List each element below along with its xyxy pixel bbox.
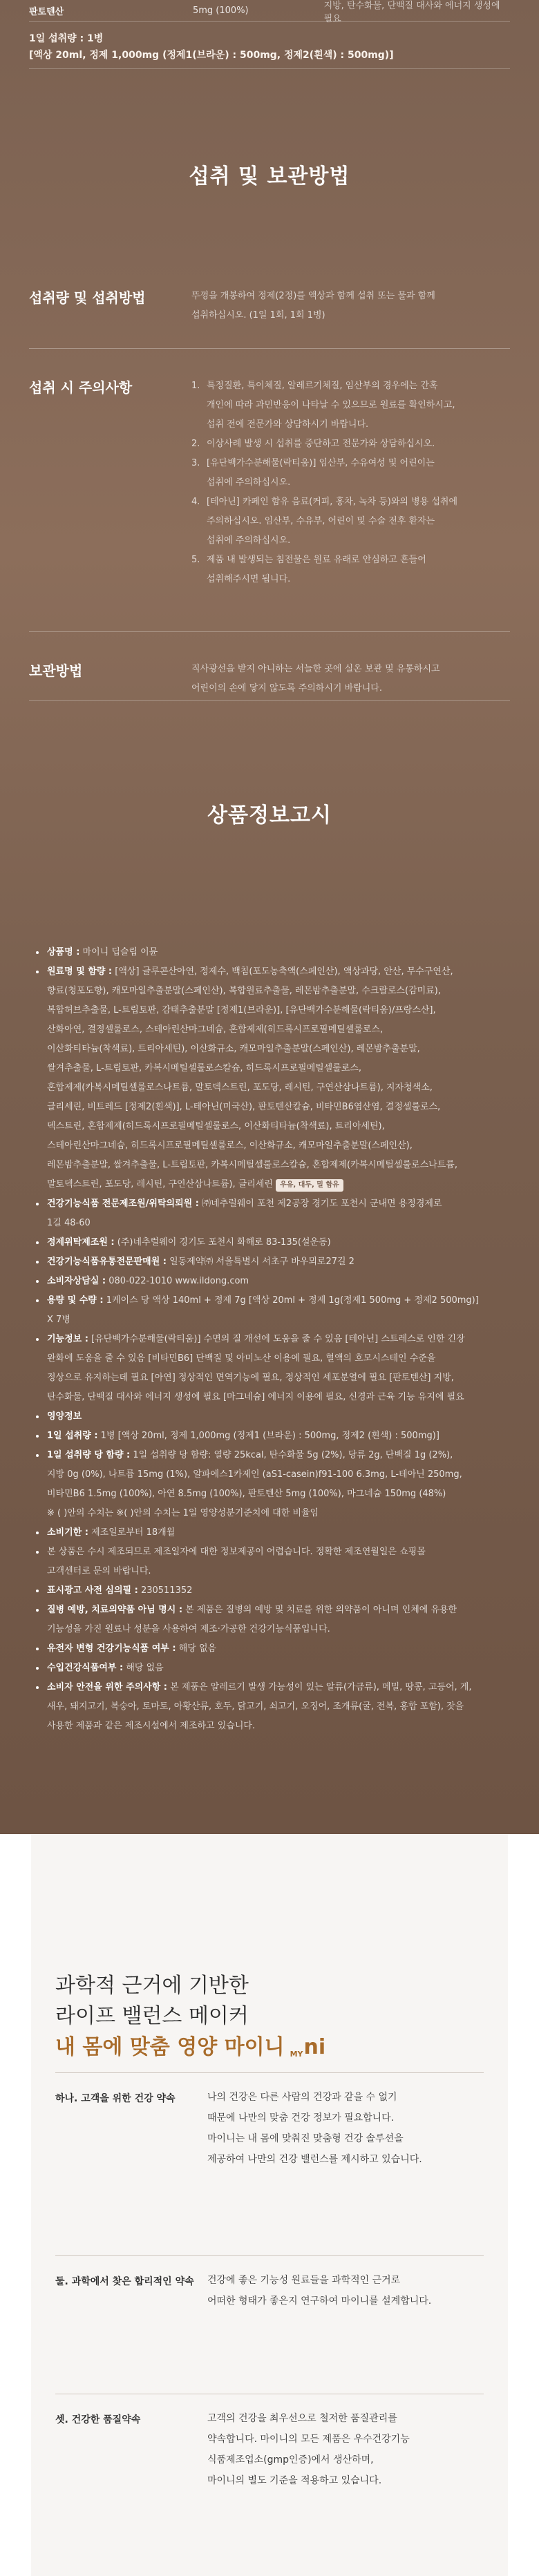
notice-line <box>47 1465 503 1485</box>
notice-value: 본 제품은 알레르기 발생 가능성이 있는 알류(가금류), 메밀, 땅콩, 고등어, 게, <box>170 1682 472 1692</box>
promise-title: 둘. 과학에서 찾은 합리적인 약속 <box>55 2276 194 2287</box>
notice-line <box>47 943 503 962</box>
nutrient-desc: 지방, 탄수화물, 단백질 대사와 에너지 생성에 필요 <box>323 0 500 24</box>
notice-value: 1길 48-60 <box>47 1218 91 1228</box>
notice-key: 영양정보 <box>47 1411 82 1422</box>
promise-title: 하나. 고객을 위한 건강 약속 <box>55 2093 176 2104</box>
intake-method-label: 섭취량 및 섭취방법 <box>29 289 146 306</box>
notice-value: [액상] 글루콘산아연, 정제수, 백침(포도농축액(스페인산), 액상과당, 안산, 무수구연산, <box>115 966 453 977</box>
nutrition-table-tail <box>29 0 510 69</box>
notice-line <box>47 1485 503 1504</box>
notice-value: 일동제약㈜ 서울특별시 서초구 바우뫼로27길 2 <box>169 1257 354 1267</box>
notice-line <box>47 1717 503 1736</box>
product-notice-list <box>29 943 510 1736</box>
text-line: 제공하여 나만의 건강 밸런스를 제시하고 있습니다. <box>207 2154 422 2165</box>
notice-line <box>47 1678 503 1697</box>
text-line: 제품 내 발생되는 침전물은 원료 유래로 안심하고 흔들어 <box>207 555 426 565</box>
notice-key: 유전자 변형 건강기능식품 여부 : <box>47 1643 176 1654</box>
notice-value: X 7병 <box>47 1315 70 1325</box>
notice-value: 1병 [액상 20ml, 정제 1,000mg (정제1 (브라운) : 500mg, 정제2 (흰색) : 500mg)] <box>100 1431 439 1441</box>
caution-list <box>191 376 510 631</box>
notice-item <box>36 1252 503 1272</box>
caution-number: 2. <box>191 439 200 449</box>
text-line: 섭취에 주의하십시오. <box>207 477 291 488</box>
notice-item <box>36 1194 503 1233</box>
notice-line <box>47 1349 503 1368</box>
notice-value: 해당 없음 <box>178 1643 217 1654</box>
storage-label: 보관방법 <box>29 662 83 679</box>
notice-line <box>47 1330 503 1349</box>
promise-text <box>207 2256 484 2394</box>
text-line: 주의하십시오. 임산부, 수유부, 어린이 및 수술 전후 환자는 <box>207 516 435 526</box>
notice-line <box>47 1446 503 1465</box>
notice-key: 건강기능식품 전문제조원/위탁의뢰원 : <box>47 1199 199 1209</box>
notice-item <box>36 1581 503 1601</box>
text-line: 건강에 좋은 기능성 원료들을 과학적인 근거로 <box>207 2275 401 2286</box>
myni-logo <box>290 2037 326 2058</box>
caution-text <box>207 551 426 589</box>
promise-row <box>55 2394 484 2532</box>
promise-text <box>207 2394 484 2532</box>
notice-value: 본 상품은 수시 제조되므로 제조일자에 대한 정보제공이 어렵습니다. 정확한 제조연월일은 쇼핑몰 <box>47 1547 426 1557</box>
notice-value: 레몬밤추출분말, 쌀겨추출물, L-트립토판, 카복시메틸셀룰로스칼슘, 혼합제제(카복시메틸셀룰로스나트륨, <box>47 1160 457 1170</box>
notice-line <box>47 1098 503 1117</box>
caution-number: 4. <box>191 497 200 507</box>
notice-item <box>36 1446 503 1523</box>
notice-line <box>47 1020 503 1040</box>
notice-line <box>47 1639 503 1659</box>
notice-value: [유단백가수분해물(락티움)] 수면의 질 개선에 도움을 줄 수 있음 [테아닌] 스트레스로 인한 긴장 <box>91 1334 465 1344</box>
notice-line <box>47 1388 503 1407</box>
notice-value: 비타민B6 1.5mg (100%), 아연 8.5mg (100%), 판토텐산 5mg (100%), 마그네슘 150mg (48%) <box>47 1489 446 1499</box>
notice-key: 소비자 안전을 위한 주의사항 : <box>47 1682 167 1692</box>
notice-value: 본 제품은 질병의 예방 및 치료를 위한 의약품이 아니며 인체에 유용한 <box>185 1605 457 1615</box>
notice-value: 마이니 딥슬립 이뮨 <box>82 947 158 957</box>
notice-line <box>47 1272 503 1291</box>
text-line: 고객의 건강을 최우선으로 철저한 품질관리를 <box>207 2413 397 2424</box>
notice-value: 혼합제제(카복시메틸셀룰로스나트륨, 말토덱스트린, 포도당, 레시틴, 구연산삼나트륨), 지자청색소, <box>47 1082 433 1093</box>
notice-value: 쌀겨추출물, L-트립토판, 카복시메틸셀룰로스칼슘, 히드록시프로필메틸셀룰로스, <box>47 1063 362 1074</box>
text-line: [테아닌] 카페인 함유 음료(커피, 홍차, 녹차 등)와의 병용 섭취에 <box>207 497 458 507</box>
notice-key: 표시광고 사전 심의필 : <box>47 1585 138 1596</box>
notice-item <box>36 1272 503 1291</box>
notice-item <box>36 1407 503 1427</box>
notice-line <box>47 1001 503 1020</box>
notice-line <box>47 1117 503 1136</box>
text-line: 어떠한 형태가 좋은지 연구하여 마이니를 설계합니다. <box>207 2296 432 2307</box>
notice-key: 1일 섭취량 당 함량 : <box>47 1450 131 1460</box>
notice-value: ㈜네추럴웨이 포천 제2공장 경기도 포천시 군내면 용정경제로 <box>202 1199 442 1209</box>
notice-value: 완화에 도움을 줄 수 있음 [비타민B6] 단백질 및 아미노산 이용에 필요, 혈액의 호모시스테인 수준을 <box>47 1353 436 1364</box>
notice-value: 복합허브추출물, L-트립토판, 감태추출분말 [정제1(브라운)], [유단백가수분해물(락티움)/프랑스산], <box>47 1005 436 1015</box>
notice-line <box>47 1233 503 1252</box>
text-line: 뚜껑을 개봉하여 정제(2정)를 액상과 함께 섭취 또는 물과 함께 <box>191 291 435 301</box>
intake-title: 섭취 및 보관방법 <box>189 164 350 189</box>
nutrient-name: 판토텐산 <box>29 7 64 17</box>
notice-value: 스테아린산마그네슘, 히드록시프로필메틸셀룰로스, 이산화규소, 캐모마일추출분말(스페인산), <box>47 1141 413 1151</box>
text-line: 섭취하십시오. (1일 1회, 1회 1병) <box>191 310 325 321</box>
caution-item <box>191 551 510 589</box>
text-line: 나의 건강은 다른 사람의 건강과 같을 수 없기 <box>207 2092 397 2103</box>
notice-key: 소비기한 : <box>47 1527 88 1538</box>
notice-line <box>47 1136 503 1156</box>
notice-line <box>47 1291 503 1310</box>
notice-item <box>36 1601 503 1639</box>
text-line: 개인에 따라 과민반응이 나타날 수 있으므로 원료를 확인하시고, <box>207 400 455 410</box>
caution-item <box>191 435 510 454</box>
caution-text <box>207 454 435 493</box>
slogan-highlight-text: 내 몸에 맞춤 영양 마이니 <box>55 2035 285 2059</box>
text-line: 이상사례 발생 시 섭취를 중단하고 전문가와 상담하십시오. <box>207 439 435 449</box>
text-line: 마이니의 별도 기준을 적용하고 있습니다. <box>207 2475 382 2486</box>
daily-dose <box>29 30 510 64</box>
notice-line <box>47 1059 503 1078</box>
brand-slogan <box>55 1971 325 2063</box>
text-line: [유단백가수분해물(락티움)] 임산부, 수유여성 및 어린이는 <box>207 458 435 468</box>
nutrient-row <box>29 0 510 22</box>
slogan-line: 라이프 밸런스 메이커 <box>55 2004 249 2028</box>
slogan-line: 과학적 근거에 기반한 <box>55 1974 249 1998</box>
notice-value: 지방 0g (0%), 나트륨 15mg (1%), 알파에스1카제인 (aS1-casein)f91-100 6.3mg, L-테아닌 250mg, <box>47 1469 462 1480</box>
notice-value: 고객센터로 문의 바랍니다. <box>47 1566 151 1576</box>
notice-item <box>36 1291 503 1330</box>
notice-line <box>47 1543 503 1562</box>
notice-value: 말토덱스트린, 포도당, 레시틴, 구연산삼나트륨), 글리세린 <box>47 1179 273 1190</box>
caution-item <box>191 376 510 435</box>
notice-line <box>47 1697 503 1717</box>
notice-item <box>36 1233 503 1252</box>
text-line: 직사광선을 받지 아니하는 서늘한 곳에 실온 보관 및 유통하시고 <box>191 664 440 674</box>
notice-title-wrap <box>29 701 510 943</box>
notice-title: 상품정보고시 <box>207 803 332 828</box>
text-line: 섭취 전에 전문가와 상담하시기 바랍니다. <box>207 419 369 430</box>
notice-key: 상품명 : <box>47 947 80 957</box>
notice-value: 글리세린, 비트레드 [정제2(흰색)], L-테아닌(미국산), 판토텐산칼슘, 비타민B6염산염, 결정셀룰로스, <box>47 1102 441 1112</box>
notice-line <box>47 1214 503 1233</box>
text-line: 섭취해주시면 됩니다. <box>207 574 291 584</box>
notice-line <box>47 1581 503 1601</box>
notice-item <box>36 1427 503 1446</box>
text-line: 약속합니다. 마이니의 모든 제품은 우수건강기능 <box>207 2434 410 2445</box>
caution-text <box>207 376 455 435</box>
text-line: 마이니는 내 몸에 맞춰진 맞춤형 건강 솔루션을 <box>207 2133 404 2144</box>
daily-dose-detail: [액상 20ml, 정제 1,000mg (정제1(브라운) : 500mg, 정제2(흰색) : 500mg)] <box>29 50 394 61</box>
notice-line <box>47 1368 503 1388</box>
daily-dose-line: 1일 섭취량 : 1병 <box>29 33 104 44</box>
intake-method-text <box>191 287 510 348</box>
notice-line <box>47 1427 503 1446</box>
text-line: 식품제조업소(gmp인증)에서 생산하며, <box>207 2454 374 2465</box>
text-line: 섭취에 주의하십시오. <box>207 535 291 546</box>
notice-item <box>36 1330 503 1407</box>
notice-value: 기능성을 가진 원료나 성분을 사용하여 제조·가공한 건강기능식품입니다. <box>47 1624 330 1634</box>
notice-line <box>47 1252 503 1272</box>
notice-line <box>47 1156 503 1175</box>
allergen-badge: 우유, 대두, 밀 함유 <box>276 1179 343 1192</box>
notice-line <box>47 1523 503 1543</box>
notice-key: 수입건강식품여부 : <box>47 1663 124 1673</box>
notice-line <box>47 1175 503 1194</box>
notice-value: 산화아연, 결정셀룰로스, 스테아린산마그네슘, 혼합제제(히드록시프로필메틸셀룰로스, <box>47 1024 384 1035</box>
notice-item <box>36 1523 503 1543</box>
notice-value: 1케이스 당 액상 140ml + 정제 7g [액상 20ml + 정제 1g(정제1 500mg + 정제2 500mg)] <box>106 1295 479 1306</box>
notice-line <box>47 1659 503 1678</box>
notice-key: 질병 예방, 치료의약품 아님 명시 : <box>47 1605 183 1615</box>
notice-line <box>47 1078 503 1098</box>
notice-line <box>47 982 503 1001</box>
caution-label: 섭취 시 주의사항 <box>29 379 133 396</box>
promise-text <box>207 2073 484 2255</box>
notice-line <box>47 1194 503 1214</box>
storage-row <box>29 632 510 701</box>
promise-title: 셋. 건강한 품질약속 <box>55 2414 141 2425</box>
caution-row <box>29 349 510 632</box>
caution-number: 3. <box>191 458 200 468</box>
notice-line <box>47 1504 503 1523</box>
notice-value: 제조일로부터 18개월 <box>91 1527 176 1538</box>
notice-line <box>47 1562 503 1581</box>
notice-key: 용량 및 수량 : <box>47 1295 104 1306</box>
notice-value: 탄수화물, 단백질 대사와 에너지 생성에 필요 [마그네슘] 에너지 이용에 필요, 신경과 근육 기능 유지에 필요 <box>47 1392 464 1402</box>
notice-value: 080-022-1010 www.ildong.com <box>108 1276 249 1286</box>
notice-line <box>47 1620 503 1639</box>
notice-line <box>47 1601 503 1620</box>
caution-item <box>191 493 510 551</box>
text-line: 때문에 나만의 맞춤 건강 정보가 필요합니다. <box>207 2112 395 2124</box>
notice-item <box>36 962 503 1194</box>
caution-number: 5. <box>191 555 200 565</box>
notice-value: 덱스트린, 혼합제제(히드록시프로필메틸셀룰로스, 이산화티타늄(착색료), 트리아세틴), <box>47 1121 385 1132</box>
notice-item <box>36 1639 503 1659</box>
logo-my: MY <box>290 2050 303 2059</box>
notice-key: 정제위탁제조원 : <box>47 1237 115 1248</box>
notice-line <box>47 1040 503 1059</box>
notice-value: 새우, 돼지고기, 복숭아, 토마토, 아황산류, 호두, 닭고기, 쇠고기, 오징어, 조개류(굴, 전복, 홍합 포함), 잣을 <box>47 1701 464 1712</box>
brand-section <box>0 1834 539 2576</box>
brand-card <box>31 1834 508 2576</box>
notice-line <box>47 962 503 982</box>
caution-number: 1. <box>191 381 200 391</box>
promise-row <box>55 2255 484 2394</box>
notice-value: 해당 없음 <box>126 1663 164 1673</box>
logo-ni: ni <box>303 2035 326 2059</box>
nutrient-amount: 5mg (100%) <box>192 6 249 16</box>
caution-item <box>191 454 510 493</box>
storage-text <box>191 660 510 700</box>
notice-key: 건강기능식품유통전문판매원 : <box>47 1257 167 1267</box>
notice-value: 사용한 제품과 같은 제조시설에서 제조하고 있습니다. <box>47 1721 256 1731</box>
notice-value: 1일 섭취량 당 함량: 열량 25kcal, 탄수화물 5g (2%), 당류 2g, 단백질 1g (2%), <box>133 1450 453 1460</box>
notice-key: 1일 섭취량 : <box>47 1431 98 1441</box>
intake-method-row <box>29 276 510 349</box>
notice-key: 소비자상담실 : <box>47 1276 106 1286</box>
caution-text <box>207 493 457 551</box>
notice-item <box>36 943 503 962</box>
intake-title-wrap <box>29 69 510 276</box>
text-line: 어린이의 손에 닿지 않도록 주의하시기 바랍니다. <box>191 683 382 694</box>
notice-item <box>36 1678 503 1736</box>
notice-value: 230511352 <box>140 1585 193 1596</box>
notice-item <box>36 1659 503 1678</box>
text-line: 특정질환, 특이체질, 알레르기체질, 임산부의 경우에는 간혹 <box>207 381 438 391</box>
notice-item <box>36 1543 503 1581</box>
notice-value: (주)네추럴웨이 경기도 포천시 화해로 83-135(설운동) <box>117 1237 331 1248</box>
slogan-highlight <box>55 2032 325 2063</box>
promise-row <box>55 2072 484 2255</box>
caution-text <box>207 435 435 454</box>
notice-key: 기능정보 : <box>47 1334 88 1344</box>
notice-value: 정상으로 유지하는데 필요 [아연] 정상적인 면역기능에 필요, 정상적인 세포분열에 필요 [판토텐산] 지방, <box>47 1373 454 1383</box>
notice-key: 원료명 및 함량 : <box>47 966 113 977</box>
notice-line <box>47 1310 503 1330</box>
notice-value: ※ ( )안의 수치는 ※( )안의 수치는 1일 영양성분기준치에 대한 비율임 <box>47 1508 319 1518</box>
notice-value: 이산화티타늄(착색료), 트리아세틴), 이산화규소, 캐모마일추출분말(스페인산), 레몬밤추출분말, <box>47 1044 420 1054</box>
notice-value: 향료(청포도향), 캐모마일추출분말(스페인산), 복합원료추출물, 레몬밤추출분말, 수크랄로스(감미료), <box>47 986 441 996</box>
